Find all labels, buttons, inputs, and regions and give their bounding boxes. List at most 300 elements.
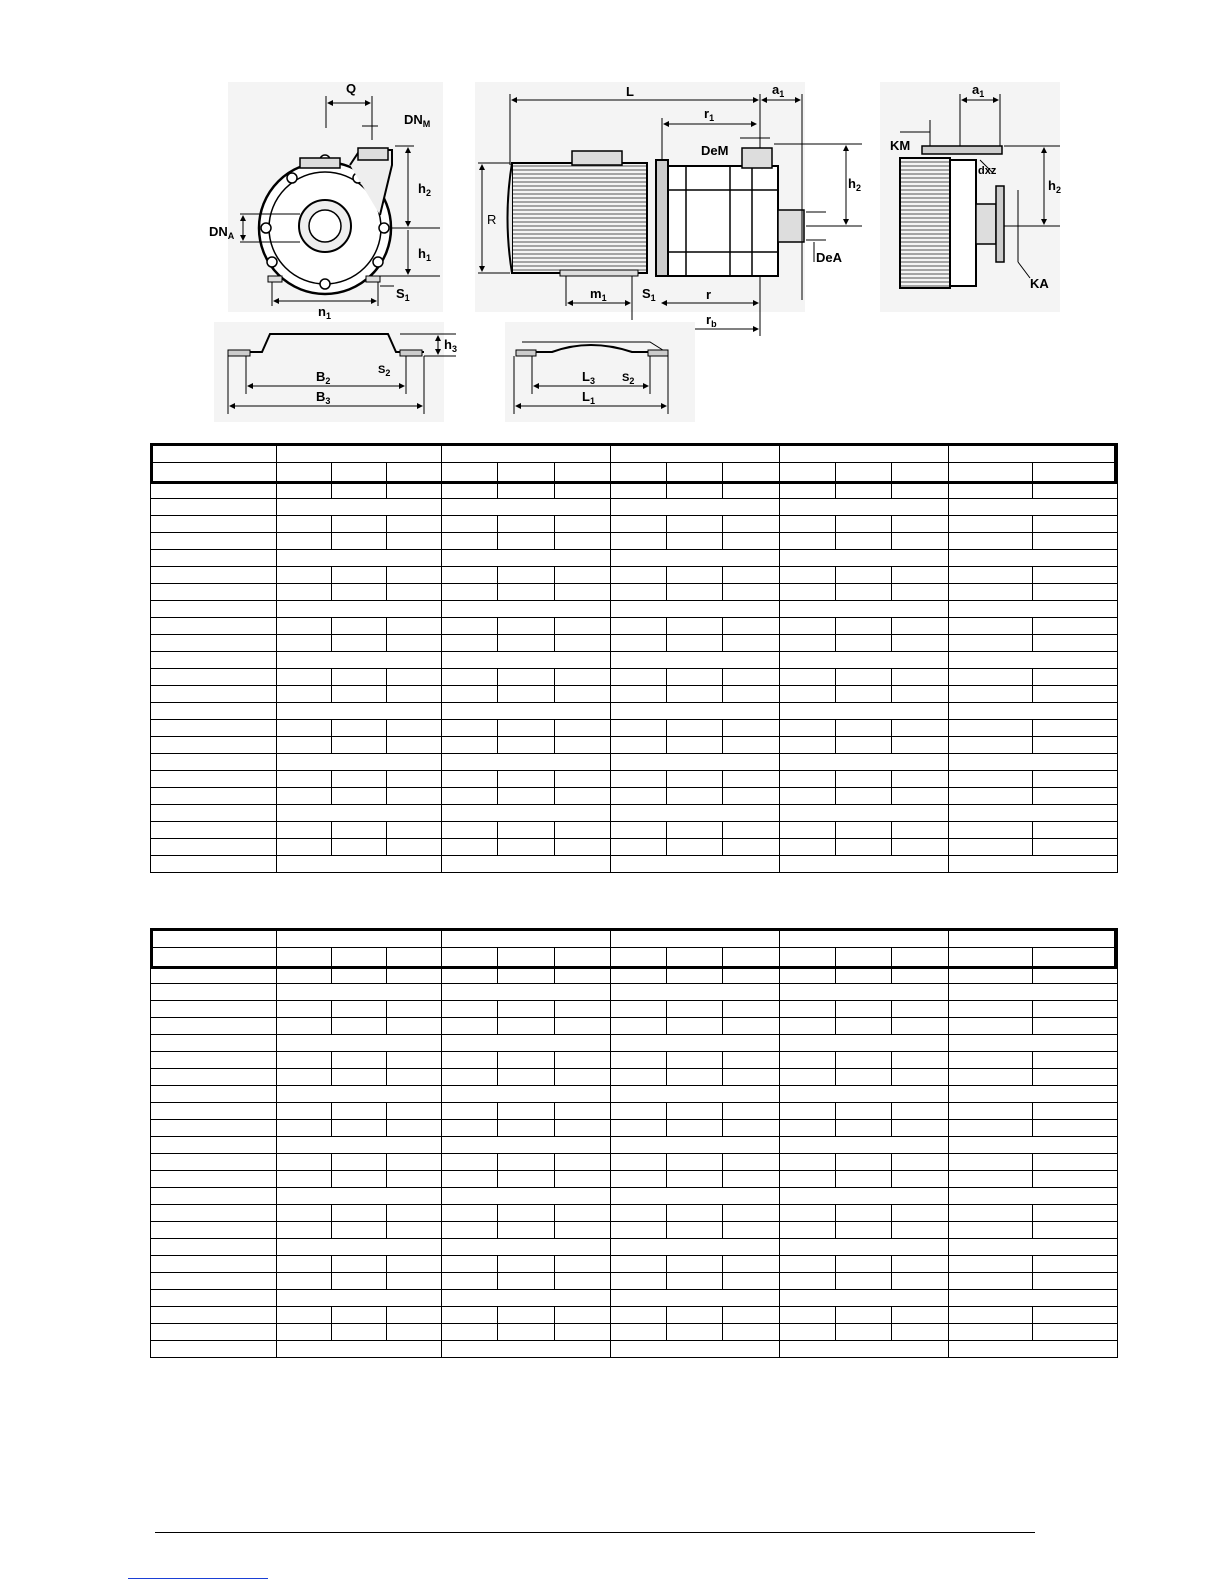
table-cell	[442, 1239, 611, 1256]
table-cell	[332, 567, 387, 584]
table-cell	[611, 1086, 780, 1103]
label-S1-side: $S_1$	[642, 286, 656, 303]
table-cell	[277, 669, 332, 686]
table-cell	[387, 1205, 442, 1222]
table-cell	[780, 1103, 836, 1120]
label-dxz: dxz	[978, 165, 997, 177]
label-h3: $h_3$	[444, 337, 457, 354]
table-cell	[723, 669, 780, 686]
table-cell	[555, 533, 611, 550]
table-cell	[387, 567, 442, 584]
table-cell	[1033, 1205, 1118, 1222]
table-cell	[387, 533, 442, 550]
label-R: R	[487, 212, 497, 227]
table-cell	[836, 1154, 892, 1171]
table-cell	[949, 822, 1033, 839]
table-cell	[780, 618, 836, 635]
table-cell	[949, 1035, 1118, 1052]
table-cell	[277, 929, 442, 948]
table-cell	[723, 567, 780, 584]
table-cell	[332, 1120, 387, 1137]
table-cell	[442, 482, 498, 499]
table-cell	[151, 1205, 277, 1222]
table-cell	[555, 1324, 611, 1341]
table-cell	[151, 1018, 277, 1035]
table-cell	[277, 1086, 442, 1103]
table-cell	[442, 720, 498, 737]
table-cell	[1033, 1307, 1118, 1324]
table-cell	[836, 618, 892, 635]
table-cell	[332, 1324, 387, 1341]
table-cell	[442, 686, 498, 703]
table-cell	[555, 1273, 611, 1290]
table-cell	[611, 601, 780, 618]
table-cell	[151, 567, 277, 584]
table-cell	[442, 1154, 498, 1171]
table-cell	[611, 1018, 667, 1035]
table-cell	[611, 839, 667, 856]
table-row	[151, 533, 1118, 550]
table-cell	[667, 584, 723, 601]
table-cell	[442, 550, 611, 567]
table-cell	[151, 1324, 277, 1341]
table-cell	[387, 948, 442, 967]
table-cell	[667, 737, 723, 754]
table-cell	[387, 839, 442, 856]
table-cell	[332, 686, 387, 703]
table-cell	[949, 948, 1033, 967]
table-cell	[498, 1001, 555, 1018]
table-cell	[1033, 533, 1118, 550]
table-cell	[780, 1035, 949, 1052]
table-cell	[836, 720, 892, 737]
table-row	[151, 856, 1118, 873]
table-cell	[387, 788, 442, 805]
table-cell	[277, 1052, 332, 1069]
table-cell	[892, 788, 949, 805]
table-cell	[277, 533, 332, 550]
table-cell	[442, 771, 498, 788]
table-cell	[387, 1001, 442, 1018]
table-cell	[611, 754, 780, 771]
table-cell	[151, 1052, 277, 1069]
table-cell	[442, 567, 498, 584]
footer-rule	[155, 1532, 1035, 1533]
table-cell	[780, 584, 836, 601]
table-row	[151, 1256, 1118, 1273]
table-cell	[723, 1273, 780, 1290]
table-cell	[836, 771, 892, 788]
table-cell	[387, 669, 442, 686]
table-cell	[387, 1052, 442, 1069]
table-cell	[949, 686, 1033, 703]
table-row	[151, 822, 1118, 839]
side-view	[475, 82, 862, 336]
table-cell	[892, 1001, 949, 1018]
table-cell	[555, 1120, 611, 1137]
front-view	[209, 81, 443, 321]
table-cell	[780, 1154, 836, 1171]
table-cell	[442, 601, 611, 618]
table-cell	[442, 516, 498, 533]
right-view	[880, 82, 1061, 312]
table-cell	[723, 720, 780, 737]
table-cell	[442, 1171, 498, 1188]
table-cell	[442, 444, 611, 463]
table-cell	[836, 1069, 892, 1086]
table-cell	[780, 1120, 836, 1137]
table-cell	[277, 1035, 442, 1052]
table-row	[151, 1205, 1118, 1222]
table-cell	[949, 669, 1033, 686]
table-cell	[892, 567, 949, 584]
table-cell	[949, 482, 1033, 499]
table-cell	[780, 1086, 949, 1103]
table-cell	[498, 533, 555, 550]
table-cell	[332, 1256, 387, 1273]
table-cell	[442, 1018, 498, 1035]
label-L: L	[626, 84, 634, 99]
label-h2-front: $h_2$	[418, 181, 431, 198]
table-cell	[151, 788, 277, 805]
table-cell	[332, 822, 387, 839]
table-cell	[611, 1239, 780, 1256]
table-cell	[498, 839, 555, 856]
table-cell	[780, 499, 949, 516]
table-row	[151, 499, 1118, 516]
label-DeM: DeM	[701, 143, 729, 158]
table-cell	[611, 737, 667, 754]
table-cell	[442, 1120, 498, 1137]
table-row	[151, 482, 1118, 499]
table-row	[151, 1307, 1118, 1324]
table-cell	[723, 948, 780, 967]
table-cell	[498, 1222, 555, 1239]
table-cell	[611, 686, 667, 703]
table-cell	[667, 771, 723, 788]
table-cell	[555, 737, 611, 754]
table-cell	[498, 482, 555, 499]
table-cell	[780, 1001, 836, 1018]
table-cell	[949, 1001, 1033, 1018]
table-cell	[277, 1290, 442, 1307]
table-cell	[151, 1273, 277, 1290]
table-cell	[836, 516, 892, 533]
table-row	[151, 686, 1118, 703]
table-cell	[442, 463, 498, 482]
table-cell	[151, 652, 277, 669]
table-cell	[667, 1256, 723, 1273]
table-cell	[611, 720, 667, 737]
label-B3: $B_3$	[316, 389, 331, 406]
table-cell	[667, 1120, 723, 1137]
table-cell	[555, 1307, 611, 1324]
table-cell	[555, 967, 611, 984]
table-cell	[611, 1103, 667, 1120]
table-cell	[442, 669, 498, 686]
table-cell	[949, 1290, 1118, 1307]
table-cell	[442, 703, 611, 720]
label-Q: Q	[346, 81, 357, 96]
table-cell	[949, 1086, 1118, 1103]
table-row	[151, 805, 1118, 822]
table-cell	[611, 1154, 667, 1171]
table-cell	[151, 1069, 277, 1086]
table-cell	[498, 1171, 555, 1188]
table-row	[151, 1222, 1118, 1239]
table-cell	[151, 533, 277, 550]
table-cell	[387, 482, 442, 499]
table-row	[151, 948, 1118, 967]
table-cell	[151, 1171, 277, 1188]
label-a1-side: $a_1$	[772, 82, 785, 99]
table-cell	[611, 1273, 667, 1290]
table-cell	[498, 1273, 555, 1290]
table-cell	[723, 635, 780, 652]
table-cell	[498, 771, 555, 788]
table-cell	[949, 839, 1033, 856]
table-cell	[780, 635, 836, 652]
table-cell	[892, 1171, 949, 1188]
table-cell	[723, 967, 780, 984]
table-cell	[277, 856, 442, 873]
table-cell	[387, 584, 442, 601]
table-cell	[836, 584, 892, 601]
table-cell	[151, 1120, 277, 1137]
table-cell	[151, 463, 277, 482]
table-cell	[277, 1001, 332, 1018]
table-cell	[151, 444, 277, 463]
table-cell	[667, 1052, 723, 1069]
table-cell	[277, 948, 332, 967]
table-cell	[836, 1273, 892, 1290]
table-cell	[611, 1069, 667, 1086]
table-cell	[949, 788, 1033, 805]
table-cell	[892, 839, 949, 856]
table-row	[151, 754, 1118, 771]
table-cell	[442, 1001, 498, 1018]
table-cell	[332, 618, 387, 635]
table-cell	[555, 567, 611, 584]
table-cell	[949, 1137, 1118, 1154]
footer-link-underline[interactable]	[128, 1578, 268, 1579]
table-cell	[836, 737, 892, 754]
table-cell	[780, 1222, 836, 1239]
table-cell	[151, 771, 277, 788]
table-cell	[277, 652, 442, 669]
table-cell	[611, 1171, 667, 1188]
table-cell	[387, 822, 442, 839]
table-row	[151, 929, 1118, 948]
table-cell	[277, 1273, 332, 1290]
table-cell	[332, 533, 387, 550]
table-cell	[151, 635, 277, 652]
table-cell	[442, 839, 498, 856]
table-cell	[836, 686, 892, 703]
table-cell	[780, 805, 949, 822]
table-cell	[442, 1341, 611, 1358]
table-cell	[1033, 669, 1118, 686]
table-cell	[332, 1103, 387, 1120]
table-cell	[387, 1256, 442, 1273]
table-cell	[949, 1171, 1033, 1188]
table-cell	[892, 1103, 949, 1120]
table-cell	[277, 737, 332, 754]
table-cell	[780, 686, 836, 703]
table-cell	[949, 1273, 1033, 1290]
table-cell	[836, 482, 892, 499]
table-cell	[1033, 1222, 1118, 1239]
table-cell	[892, 618, 949, 635]
table-row	[151, 1120, 1118, 1137]
table-cell	[277, 463, 332, 482]
table-cell	[949, 929, 1118, 948]
table-cell	[151, 1307, 277, 1324]
table-cell	[442, 822, 498, 839]
table-cell	[836, 533, 892, 550]
table-cell	[949, 1307, 1033, 1324]
label-h2-right: $h_2$	[1048, 178, 1061, 195]
table-cell	[387, 737, 442, 754]
table-cell	[151, 482, 277, 499]
table-cell	[555, 1103, 611, 1120]
table-cell	[151, 584, 277, 601]
table-cell	[1033, 463, 1118, 482]
table-cell	[892, 584, 949, 601]
base-front-view	[214, 322, 457, 422]
table-cell	[555, 686, 611, 703]
table-cell	[836, 1222, 892, 1239]
table-cell	[723, 737, 780, 754]
table-cell	[442, 618, 498, 635]
table-cell	[780, 1239, 949, 1256]
table-cell	[667, 463, 723, 482]
table-cell	[780, 1205, 836, 1222]
table-cell	[555, 669, 611, 686]
table-cell	[151, 720, 277, 737]
label-S1-front: $S_1$	[396, 286, 410, 303]
table-cell	[442, 1205, 498, 1222]
table-cell	[151, 805, 277, 822]
table-cell	[387, 686, 442, 703]
table-cell	[611, 1256, 667, 1273]
table-cell	[667, 822, 723, 839]
table-cell	[780, 1018, 836, 1035]
table-cell	[332, 1307, 387, 1324]
table-row	[151, 1341, 1118, 1358]
table-cell	[836, 788, 892, 805]
table-cell	[949, 1222, 1033, 1239]
table-cell	[780, 1273, 836, 1290]
table-cell	[836, 1103, 892, 1120]
table-cell	[1033, 1154, 1118, 1171]
table-cell	[780, 1171, 836, 1188]
table-cell	[277, 1222, 332, 1239]
table-cell	[332, 1018, 387, 1035]
table-cell	[611, 499, 780, 516]
label-S2-side: $S_2$	[622, 372, 635, 386]
table-cell	[151, 967, 277, 984]
table-cell	[667, 1069, 723, 1086]
table-cell	[892, 635, 949, 652]
table-cell	[611, 788, 667, 805]
table-cell	[836, 839, 892, 856]
table-cell	[723, 1154, 780, 1171]
table-cell	[611, 771, 667, 788]
table-cell	[555, 1052, 611, 1069]
table-cell	[498, 1120, 555, 1137]
table-cell	[611, 1188, 780, 1205]
table-row	[151, 703, 1118, 720]
table-cell	[892, 1052, 949, 1069]
table-cell	[332, 1069, 387, 1086]
table-cell	[836, 1171, 892, 1188]
table-cell	[277, 482, 332, 499]
table-cell	[498, 686, 555, 703]
table-cell	[836, 1307, 892, 1324]
table-cell	[836, 1052, 892, 1069]
table-cell	[151, 550, 277, 567]
table-cell	[667, 669, 723, 686]
table-cell	[498, 1307, 555, 1324]
table-cell	[836, 948, 892, 967]
table-cell	[611, 984, 780, 1001]
table-cell	[387, 1103, 442, 1120]
table-cell	[387, 463, 442, 482]
table-cell	[332, 1205, 387, 1222]
table-row	[151, 1086, 1118, 1103]
table-cell	[151, 839, 277, 856]
table-cell	[667, 839, 723, 856]
table-cell	[611, 1222, 667, 1239]
table-cell	[1033, 1256, 1118, 1273]
table-cell	[442, 754, 611, 771]
table-cell	[780, 567, 836, 584]
table-cell	[555, 516, 611, 533]
table-cell	[555, 1256, 611, 1273]
table-cell	[277, 567, 332, 584]
label-DNA: $DN_A$	[209, 224, 235, 241]
label-S2-front: $S_2$	[378, 364, 391, 378]
table-cell	[949, 771, 1033, 788]
label-DNM: $DN_M$	[404, 112, 431, 129]
table-cell	[1033, 839, 1118, 856]
table-row	[151, 984, 1118, 1001]
table-cell	[332, 1001, 387, 1018]
table-cell	[498, 1205, 555, 1222]
table-cell	[667, 948, 723, 967]
table-cell	[555, 788, 611, 805]
table-cell	[1033, 967, 1118, 984]
table-cell	[442, 1069, 498, 1086]
table-cell	[949, 1188, 1118, 1205]
table-cell	[949, 499, 1118, 516]
table-row	[151, 1239, 1118, 1256]
table-cell	[332, 720, 387, 737]
table-cell	[151, 1188, 277, 1205]
table-cell	[1033, 635, 1118, 652]
table-cell	[723, 584, 780, 601]
table-cell	[498, 618, 555, 635]
table-cell	[498, 463, 555, 482]
table-row	[151, 567, 1118, 584]
table-cell	[151, 1154, 277, 1171]
table-cell	[780, 1290, 949, 1307]
table-cell	[780, 856, 949, 873]
label-r: r	[706, 287, 712, 302]
table-grid	[150, 928, 1118, 1358]
table-cell	[498, 584, 555, 601]
